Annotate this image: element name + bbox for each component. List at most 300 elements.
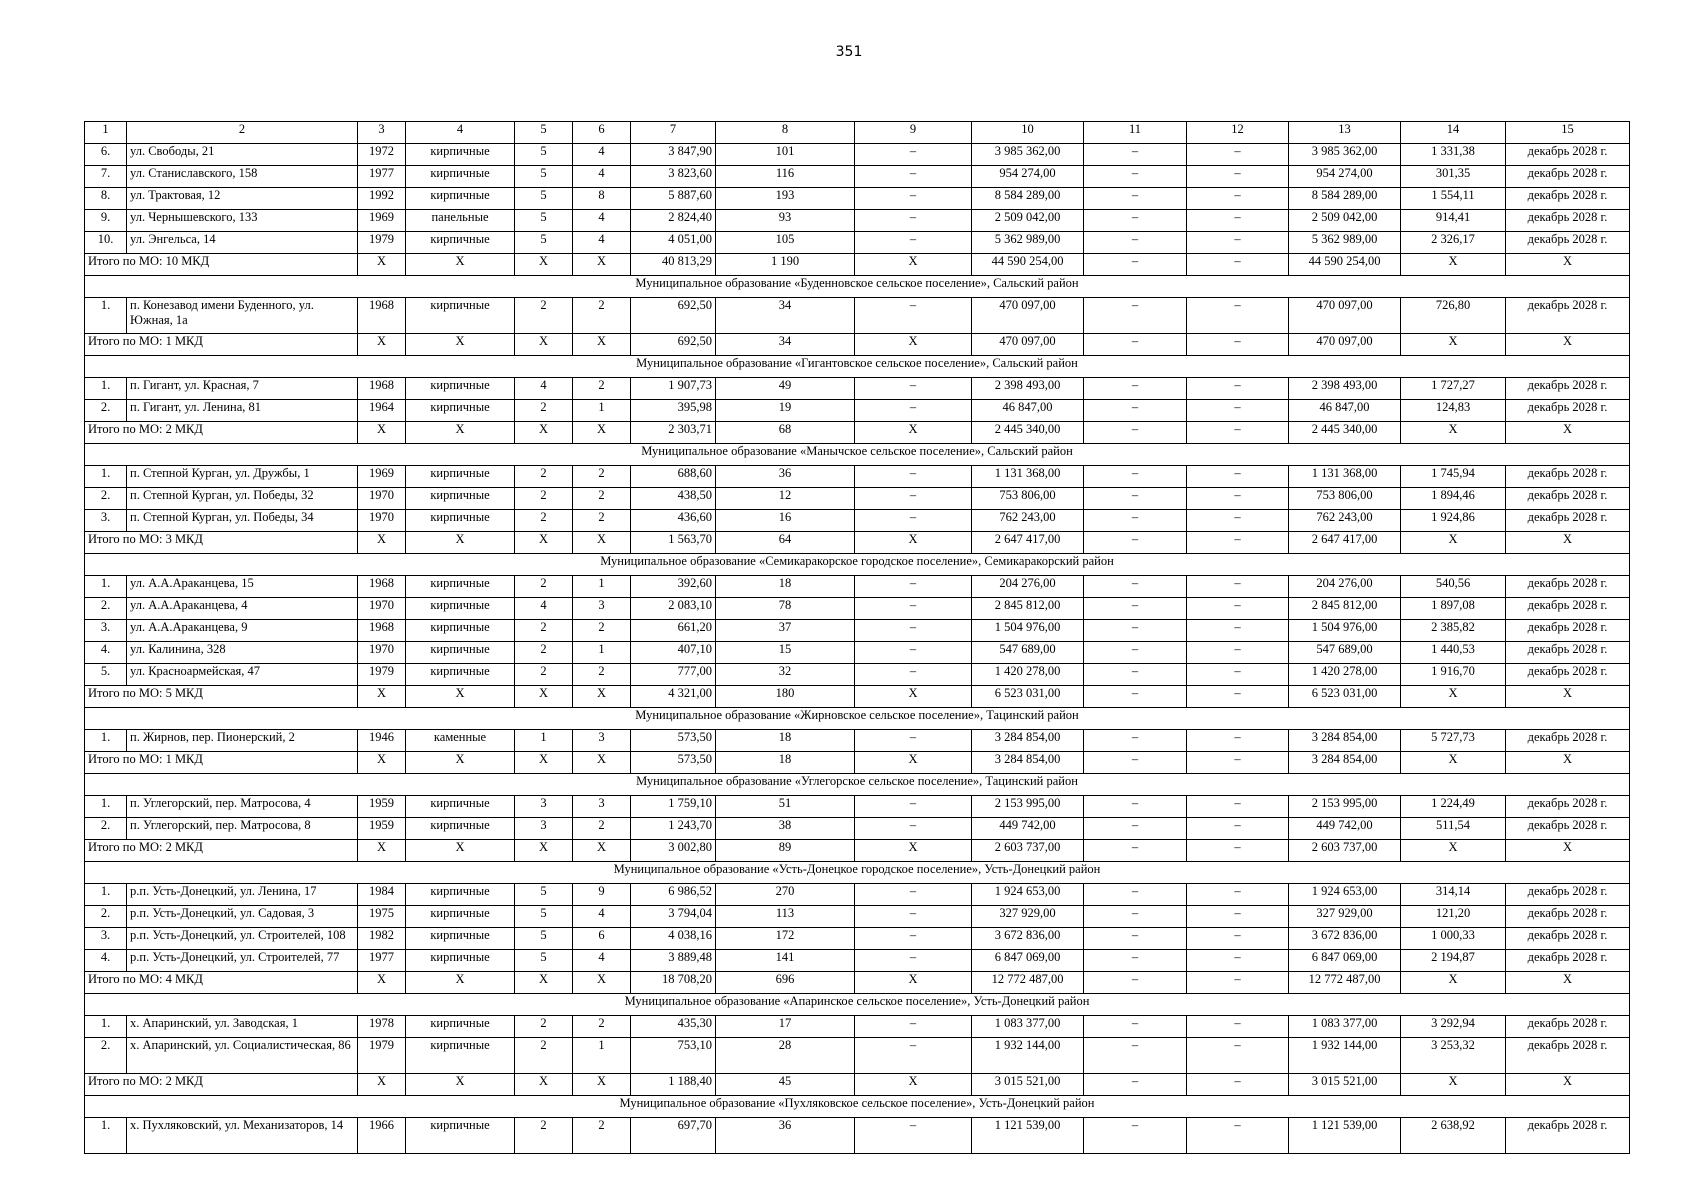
col-11-cell: – <box>1084 466 1187 488</box>
total-residents: 180 <box>716 686 855 708</box>
total-area-cell: 435,30 <box>631 1016 716 1038</box>
year-built-cell: 1970 <box>358 488 406 510</box>
wall-material-cell: кирпичные <box>406 796 515 818</box>
total-cost-cell: 1 932 144,00 <box>972 1038 1084 1074</box>
cost-per-sqm-cell: 121,20 <box>1401 906 1506 928</box>
total-cost-cell: 547 689,00 <box>972 642 1084 664</box>
total-deadline: Х <box>1506 334 1630 356</box>
column-number-12: 12 <box>1187 122 1289 144</box>
col-9-cell: – <box>855 730 972 752</box>
cost-per-sqm-cell: 3 253,32 <box>1401 1038 1506 1074</box>
total-area-cell: 407,10 <box>631 642 716 664</box>
total-year-built: Х <box>358 840 406 862</box>
regional-fund-cost-cell: 2 845 812,00 <box>1289 598 1401 620</box>
total-cost-cell: 5 362 989,00 <box>972 232 1084 254</box>
total-deadline: Х <box>1506 752 1630 774</box>
cost-per-sqm-cell: 124,83 <box>1401 400 1506 422</box>
floors-cell: 2 <box>515 620 573 642</box>
total-deadline: Х <box>1506 840 1630 862</box>
wall-material-cell: кирпичные <box>406 642 515 664</box>
wall-material-cell: кирпичные <box>406 488 515 510</box>
regional-fund-cost-cell: 5 362 989,00 <box>1289 232 1401 254</box>
total-total-cost: 2 445 340,00 <box>972 422 1084 444</box>
entrances-cell: 2 <box>573 298 631 334</box>
deadline-cell: декабрь 2028 г. <box>1506 210 1630 232</box>
total-floors: Х <box>515 840 573 862</box>
regional-fund-cost-cell: 1 932 144,00 <box>1289 1038 1401 1074</box>
total-col-12: – <box>1187 752 1289 774</box>
regional-fund-cost-cell: 2 153 995,00 <box>1289 796 1401 818</box>
regional-fund-cost-cell: 8 584 289,00 <box>1289 188 1401 210</box>
row-number-cell: 1. <box>85 466 127 488</box>
entrances-cell: 9 <box>573 884 631 906</box>
wall-material-cell: кирпичные <box>406 144 515 166</box>
total-floors: Х <box>515 334 573 356</box>
total-entrances: Х <box>573 686 631 708</box>
total-cost-cell: 1 131 368,00 <box>972 466 1084 488</box>
total-area-cell: 1 759,10 <box>631 796 716 818</box>
regional-fund-cost-cell: 1 121 539,00 <box>1289 1118 1401 1154</box>
residents-cell: 141 <box>716 950 855 972</box>
total-cost-cell: 6 847 069,00 <box>972 950 1084 972</box>
table-row <box>85 488 1630 510</box>
total-cost-cell: 2 845 812,00 <box>972 598 1084 620</box>
address-cell: п. Жирнов, пер. Пионерский, 2 <box>127 730 358 752</box>
table-row <box>85 950 1630 972</box>
cost-per-sqm-cell: 2 326,17 <box>1401 232 1506 254</box>
column-number-13: 13 <box>1289 122 1401 144</box>
wall-material-cell: кирпичные <box>406 1118 515 1154</box>
regional-fund-cost-cell: 2 509 042,00 <box>1289 210 1401 232</box>
col-12-cell: – <box>1187 950 1289 972</box>
total-floors: Х <box>515 686 573 708</box>
col-12-cell: – <box>1187 730 1289 752</box>
address-cell: ул. Чернышевского, 133 <box>127 210 358 232</box>
total-deadline: Х <box>1506 686 1630 708</box>
total-area-cell: 3 847,90 <box>631 144 716 166</box>
total-cost-cell: 3 985 362,00 <box>972 144 1084 166</box>
total-cost-cell: 753 806,00 <box>972 488 1084 510</box>
row-number-cell: 1. <box>85 298 127 334</box>
year-built-cell: 1946 <box>358 730 406 752</box>
entrances-cell: 3 <box>573 730 631 752</box>
total-col-11: – <box>1084 972 1187 994</box>
cost-per-sqm-cell: 314,14 <box>1401 884 1506 906</box>
entrances-cell: 6 <box>573 928 631 950</box>
col-11-cell: – <box>1084 298 1187 334</box>
year-built-cell: 1984 <box>358 884 406 906</box>
total-regional-fund-cost: 6 523 031,00 <box>1289 686 1401 708</box>
col-9-cell: – <box>855 576 972 598</box>
wall-material-cell: кирпичные <box>406 576 515 598</box>
regional-fund-cost-cell: 3 284 854,00 <box>1289 730 1401 752</box>
wall-material-cell: кирпичные <box>406 950 515 972</box>
residents-cell: 113 <box>716 906 855 928</box>
municipality-title: Муниципальное образование «Жирновское сельское поселение», Тацинский район <box>85 708 1630 730</box>
total-residents: 696 <box>716 972 855 994</box>
residents-cell: 105 <box>716 232 855 254</box>
total-area-cell: 1 243,70 <box>631 818 716 840</box>
row-number-cell: 2. <box>85 1038 127 1074</box>
col-9-cell: – <box>855 598 972 620</box>
cost-per-sqm-cell: 511,54 <box>1401 818 1506 840</box>
table-row <box>85 510 1630 532</box>
total-row <box>85 334 1630 356</box>
total-floors: Х <box>515 1074 573 1096</box>
total-area-cell: 661,20 <box>631 620 716 642</box>
deadline-cell: декабрь 2028 г. <box>1506 298 1630 334</box>
col-9-cell: – <box>855 378 972 400</box>
total-deadline: Х <box>1506 1074 1630 1096</box>
total-deadline: Х <box>1506 254 1630 276</box>
total-entrances: Х <box>573 972 631 994</box>
col-9-cell: – <box>855 466 972 488</box>
wall-material-cell: кирпичные <box>406 884 515 906</box>
col-11-cell: – <box>1084 598 1187 620</box>
deadline-cell: декабрь 2028 г. <box>1506 1016 1630 1038</box>
address-cell: ул. Станиславского, 158 <box>127 166 358 188</box>
total-col-11: – <box>1084 254 1187 276</box>
row-number-cell: 9. <box>85 210 127 232</box>
total-wall-material: Х <box>406 1074 515 1096</box>
col-11-cell: – <box>1084 950 1187 972</box>
col-9-cell: – <box>855 884 972 906</box>
total-col-9: Х <box>855 422 972 444</box>
deadline-cell: декабрь 2028 г. <box>1506 510 1630 532</box>
entrances-cell: 4 <box>573 906 631 928</box>
col-11-cell: – <box>1084 576 1187 598</box>
total-area-cell: 392,60 <box>631 576 716 598</box>
residents-cell: 51 <box>716 796 855 818</box>
total-col-9: Х <box>855 532 972 554</box>
year-built-cell: 1975 <box>358 906 406 928</box>
column-number-row <box>85 122 1630 144</box>
address-cell: х. Пухляковский, ул. Механизаторов, 14 <box>127 1118 358 1154</box>
total-residents: 18 <box>716 752 855 774</box>
deadline-cell: декабрь 2028 г. <box>1506 730 1630 752</box>
total-area-cell: 2 824,40 <box>631 210 716 232</box>
floors-cell: 2 <box>515 488 573 510</box>
cost-per-sqm-cell: 1 745,94 <box>1401 466 1506 488</box>
table-row <box>85 884 1630 906</box>
total-total-cost: 12 772 487,00 <box>972 972 1084 994</box>
regional-fund-cost-cell: 449 742,00 <box>1289 818 1401 840</box>
municipality-title: Муниципальное образование «Апаринское сельское поселение», Усть-Донецкий район <box>85 994 1630 1016</box>
total-entrances: Х <box>573 334 631 356</box>
total-col-11: – <box>1084 752 1187 774</box>
total-label: Итого по МО: 1 МКД <box>85 334 358 356</box>
col-12-cell: – <box>1187 620 1289 642</box>
residents-cell: 18 <box>716 576 855 598</box>
section-header-row <box>85 774 1630 796</box>
total-floors: Х <box>515 254 573 276</box>
floors-cell: 5 <box>515 232 573 254</box>
total-area-cell: 3 794,04 <box>631 906 716 928</box>
floors-cell: 2 <box>515 466 573 488</box>
cost-per-sqm-cell: 540,56 <box>1401 576 1506 598</box>
col-12-cell: – <box>1187 144 1289 166</box>
wall-material-cell: каменные <box>406 730 515 752</box>
column-number-10: 10 <box>972 122 1084 144</box>
total-label: Итого по МО: 3 МКД <box>85 532 358 554</box>
residents-cell: 16 <box>716 510 855 532</box>
total-label: Итого по МО: 10 МКД <box>85 254 358 276</box>
column-number-3: 3 <box>358 122 406 144</box>
residents-cell: 101 <box>716 144 855 166</box>
entrances-cell: 4 <box>573 232 631 254</box>
total-col-9: Х <box>855 254 972 276</box>
total-residents: 89 <box>716 840 855 862</box>
deadline-cell: декабрь 2028 г. <box>1506 1118 1630 1154</box>
table-row <box>85 906 1630 928</box>
deadline-cell: декабрь 2028 г. <box>1506 950 1630 972</box>
row-number-cell: 1. <box>85 1016 127 1038</box>
column-number-14: 14 <box>1401 122 1506 144</box>
total-cost-per-sqm: Х <box>1401 532 1506 554</box>
total-year-built: Х <box>358 254 406 276</box>
total-row <box>85 752 1630 774</box>
total-regional-fund-cost: 44 590 254,00 <box>1289 254 1401 276</box>
col-11-cell: – <box>1084 378 1187 400</box>
total-col-9: Х <box>855 840 972 862</box>
municipality-title: Муниципальное образование «Гигантовское сельское поселение», Сальский район <box>85 356 1630 378</box>
address-cell: п. Гигант, ул. Красная, 7 <box>127 378 358 400</box>
total-row <box>85 1074 1630 1096</box>
total-deadline: Х <box>1506 532 1630 554</box>
total-col-11: – <box>1084 422 1187 444</box>
cost-per-sqm-cell: 726,80 <box>1401 298 1506 334</box>
col-12-cell: – <box>1187 488 1289 510</box>
col-12-cell: – <box>1187 906 1289 928</box>
total-cost-cell: 2 398 493,00 <box>972 378 1084 400</box>
entrances-cell: 3 <box>573 598 631 620</box>
total-cost-per-sqm: Х <box>1401 686 1506 708</box>
total-residents: 68 <box>716 422 855 444</box>
total-regional-fund-cost: 2 603 737,00 <box>1289 840 1401 862</box>
address-cell: р.п. Усть-Донецкий, ул. Строителей, 108 <box>127 928 358 950</box>
residents-cell: 19 <box>716 400 855 422</box>
column-number-5: 5 <box>515 122 573 144</box>
table-row <box>85 642 1630 664</box>
total-regional-fund-cost: 3 284 854,00 <box>1289 752 1401 774</box>
year-built-cell: 1970 <box>358 598 406 620</box>
row-number-cell: 1. <box>85 730 127 752</box>
col-9-cell: – <box>855 950 972 972</box>
total-total-area: 1 563,70 <box>631 532 716 554</box>
regional-fund-cost-cell: 3 985 362,00 <box>1289 144 1401 166</box>
floors-cell: 2 <box>515 576 573 598</box>
col-12-cell: – <box>1187 210 1289 232</box>
deadline-cell: декабрь 2028 г. <box>1506 598 1630 620</box>
section-header-row <box>85 1096 1630 1118</box>
year-built-cell: 1992 <box>358 188 406 210</box>
address-cell: ул. Энгельса, 14 <box>127 232 358 254</box>
wall-material-cell: кирпичные <box>406 166 515 188</box>
municipality-title: Муниципальное образование «Манычское сельское поселение», Сальский район <box>85 444 1630 466</box>
floors-cell: 5 <box>515 884 573 906</box>
total-col-11: – <box>1084 686 1187 708</box>
row-number-cell: 1. <box>85 796 127 818</box>
cost-per-sqm-cell: 1 000,33 <box>1401 928 1506 950</box>
table-row <box>85 1016 1630 1038</box>
wall-material-cell: панельные <box>406 210 515 232</box>
col-12-cell: – <box>1187 188 1289 210</box>
total-col-9: Х <box>855 686 972 708</box>
table-body <box>85 122 1630 1154</box>
col-12-cell: – <box>1187 1016 1289 1038</box>
total-area-cell: 5 887,60 <box>631 188 716 210</box>
entrances-cell: 1 <box>573 576 631 598</box>
entrances-cell: 2 <box>573 488 631 510</box>
residents-cell: 18 <box>716 730 855 752</box>
total-col-12: – <box>1187 840 1289 862</box>
total-entrances: Х <box>573 422 631 444</box>
col-11-cell: – <box>1084 210 1187 232</box>
col-11-cell: – <box>1084 188 1187 210</box>
cost-per-sqm-cell: 2 638,92 <box>1401 1118 1506 1154</box>
column-number-8: 8 <box>716 122 855 144</box>
deadline-cell: декабрь 2028 г. <box>1506 488 1630 510</box>
cost-per-sqm-cell: 5 727,73 <box>1401 730 1506 752</box>
address-cell: р.п. Усть-Донецкий, ул. Ленина, 17 <box>127 884 358 906</box>
regional-fund-cost-cell: 3 672 836,00 <box>1289 928 1401 950</box>
row-number-cell: 2. <box>85 488 127 510</box>
total-wall-material: Х <box>406 752 515 774</box>
section-header-row <box>85 554 1630 576</box>
row-number-cell: 6. <box>85 144 127 166</box>
deadline-cell: декабрь 2028 г. <box>1506 620 1630 642</box>
entrances-cell: 2 <box>573 378 631 400</box>
regional-fund-cost-cell: 2 398 493,00 <box>1289 378 1401 400</box>
cost-per-sqm-cell: 1 224,49 <box>1401 796 1506 818</box>
entrances-cell: 2 <box>573 664 631 686</box>
table-row <box>85 210 1630 232</box>
total-col-11: – <box>1084 532 1187 554</box>
residents-cell: 78 <box>716 598 855 620</box>
total-cost-per-sqm: Х <box>1401 752 1506 774</box>
col-11-cell: – <box>1084 642 1187 664</box>
col-11-cell: – <box>1084 166 1187 188</box>
section-header-row <box>85 708 1630 730</box>
regional-fund-cost-cell: 46 847,00 <box>1289 400 1401 422</box>
total-row <box>85 840 1630 862</box>
total-wall-material: Х <box>406 334 515 356</box>
wall-material-cell: кирпичные <box>406 298 515 334</box>
total-cost-cell: 3 672 836,00 <box>972 928 1084 950</box>
year-built-cell: 1959 <box>358 796 406 818</box>
col-12-cell: – <box>1187 928 1289 950</box>
table-row <box>85 664 1630 686</box>
address-cell: п. Углегорский, пер. Матросова, 4 <box>127 796 358 818</box>
total-col-9: Х <box>855 1074 972 1096</box>
total-area-cell: 3 889,48 <box>631 950 716 972</box>
row-number-cell: 7. <box>85 166 127 188</box>
col-9-cell: – <box>855 188 972 210</box>
col-9-cell: – <box>855 1118 972 1154</box>
address-cell: ул. А.А.Араканцева, 15 <box>127 576 358 598</box>
table-row <box>85 400 1630 422</box>
column-number-1: 1 <box>85 122 127 144</box>
total-total-area: 18 708,20 <box>631 972 716 994</box>
section-header-row <box>85 862 1630 884</box>
municipality-title: Муниципальное образование «Углегорское сельское поселение», Тацинский район <box>85 774 1630 796</box>
address-cell: х. Апаринский, ул. Заводская, 1 <box>127 1016 358 1038</box>
total-cost-cell: 204 276,00 <box>972 576 1084 598</box>
total-total-cost: 6 523 031,00 <box>972 686 1084 708</box>
cost-per-sqm-cell: 1 894,46 <box>1401 488 1506 510</box>
address-cell: п. Степной Курган, ул. Дружбы, 1 <box>127 466 358 488</box>
total-col-12: – <box>1187 972 1289 994</box>
total-col-12: – <box>1187 254 1289 276</box>
entrances-cell: 3 <box>573 796 631 818</box>
total-cost-cell: 470 097,00 <box>972 298 1084 334</box>
floors-cell: 5 <box>515 906 573 928</box>
column-number-2: 2 <box>127 122 358 144</box>
total-cost-cell: 1 083 377,00 <box>972 1016 1084 1038</box>
col-12-cell: – <box>1187 598 1289 620</box>
col-9-cell: – <box>855 796 972 818</box>
total-total-cost: 2 603 737,00 <box>972 840 1084 862</box>
deadline-cell: декабрь 2028 г. <box>1506 1038 1630 1074</box>
col-11-cell: – <box>1084 818 1187 840</box>
address-cell: п. Гигант, ул. Ленина, 81 <box>127 400 358 422</box>
table-row <box>85 928 1630 950</box>
floors-cell: 1 <box>515 730 573 752</box>
col-9-cell: – <box>855 298 972 334</box>
year-built-cell: 1970 <box>358 510 406 532</box>
cost-per-sqm-cell: 1 440,53 <box>1401 642 1506 664</box>
total-entrances: Х <box>573 532 631 554</box>
year-built-cell: 1982 <box>358 928 406 950</box>
year-built-cell: 1977 <box>358 950 406 972</box>
column-number-7: 7 <box>631 122 716 144</box>
col-9-cell: – <box>855 818 972 840</box>
regional-fund-cost-cell: 954 274,00 <box>1289 166 1401 188</box>
col-12-cell: – <box>1187 232 1289 254</box>
row-number-cell: 2. <box>85 598 127 620</box>
address-cell: р.п. Усть-Донецкий, ул. Строителей, 77 <box>127 950 358 972</box>
total-area-cell: 1 907,73 <box>631 378 716 400</box>
floors-cell: 5 <box>515 144 573 166</box>
total-area-cell: 6 986,52 <box>631 884 716 906</box>
table-row <box>85 796 1630 818</box>
deadline-cell: декабрь 2028 г. <box>1506 378 1630 400</box>
row-number-cell: 2. <box>85 818 127 840</box>
col-11-cell: – <box>1084 1118 1187 1154</box>
entrances-cell: 8 <box>573 188 631 210</box>
floors-cell: 5 <box>515 166 573 188</box>
wall-material-cell: кирпичные <box>406 906 515 928</box>
floors-cell: 5 <box>515 950 573 972</box>
year-built-cell: 1968 <box>358 576 406 598</box>
total-year-built: Х <box>358 532 406 554</box>
total-row <box>85 254 1630 276</box>
row-number-cell: 5. <box>85 664 127 686</box>
year-built-cell: 1966 <box>358 1118 406 1154</box>
housing-register-table <box>84 121 1630 1154</box>
municipality-title: Муниципальное образование «Буденновское сельское поселение», Сальский район <box>85 276 1630 298</box>
total-residents: 64 <box>716 532 855 554</box>
col-9-cell: – <box>855 488 972 510</box>
residents-cell: 28 <box>716 1038 855 1074</box>
year-built-cell: 1979 <box>358 232 406 254</box>
total-regional-fund-cost: 470 097,00 <box>1289 334 1401 356</box>
col-12-cell: – <box>1187 884 1289 906</box>
address-cell: ул. А.А.Араканцева, 9 <box>127 620 358 642</box>
wall-material-cell: кирпичные <box>406 1016 515 1038</box>
col-11-cell: – <box>1084 620 1187 642</box>
col-9-cell: – <box>855 1016 972 1038</box>
